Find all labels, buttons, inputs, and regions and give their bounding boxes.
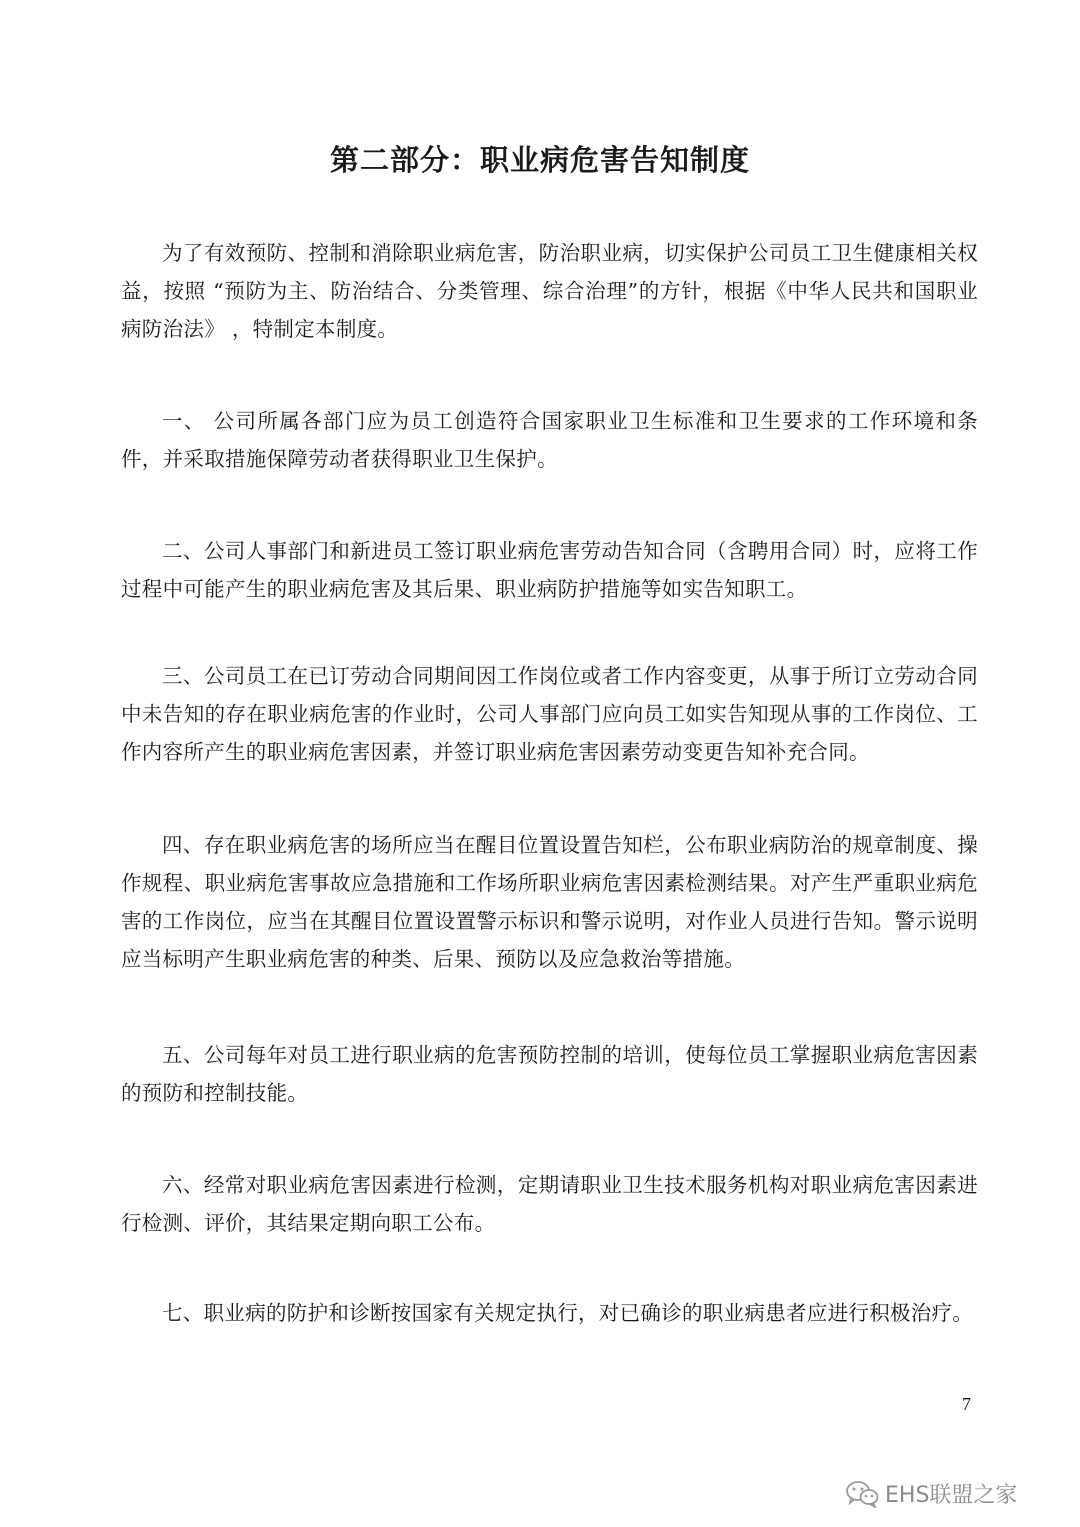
watermark-text: EHS联盟之家: [885, 1483, 1018, 1508]
section-6: 六、经常对职业病危害因素进行检测，定期请职业卫生技术服务机构对职业病危害因素进行检测、评价，其结果定期向职工公布。: [121, 1173, 978, 1235]
page-number: 7: [962, 1394, 971, 1414]
section-3: 三、公司员工在已订劳动合同期间因工作岗位或者工作内容变更，从事于所订立劳动合同中未告知的存在职业病危害的作业时，公司人事部门应向员工如实告知现从事的工作岗位、工作内容所产生的职业病危害因素，并签订职业病危害因素劳动变更告知补充合同。: [121, 664, 978, 764]
page-title: 第二部分：职业病危害告知制度: [329, 143, 750, 177]
intro-paragraph: 为了有效预防、控制和消除职业病危害，防治职业病，切实保护公司员工卫生健康相关权益，按照 “预防为主、防治结合、分类管理、综合治理”的方针，根据《中华人民共和国职业病防治法》 ，特制定本制度。: [121, 241, 978, 341]
section-2: 二、公司人事部门和新进员工签订职业病危害劳动告知合同（含聘用合同）时，应将工作过程中可能产生的职业病危害及其后果、职业病防护措施等如实告知职工。: [121, 539, 978, 601]
wechat-icon: [845, 1480, 879, 1508]
section-7: 七、职业病的防护和诊断按国家有关规定执行，对已确诊的职业病患者应进行积极治疗。: [162, 1301, 974, 1325]
section-5: 五、公司每年对员工进行职业病的危害预防控制的培训，使每位员工掌握职业病危害因素的预防和控制技能。: [121, 1043, 978, 1105]
section-4: 四、存在职业病危害的场所应当在醒目位置设置告知栏，公布职业病防治的规章制度、操作规程、职业病危害事故应急措施和工作场所职业病危害因素检测结果。对产生严重职业病危害的工作岗位，应当在其醒目位置设置警示标识和警示说明，对作业人员进行告知。警示说明应当标明产生职业病危害的种类、后果、预防以及应急救治等措施。: [121, 833, 978, 971]
section-1: 一、 公司所属各部门应为员工创造符合国家职业卫生标准和卫生要求的工作环境和条件，并采取措施保障劳动者获得职业卫生保护。: [121, 409, 978, 471]
watermark: [845, 1478, 1017, 1509]
